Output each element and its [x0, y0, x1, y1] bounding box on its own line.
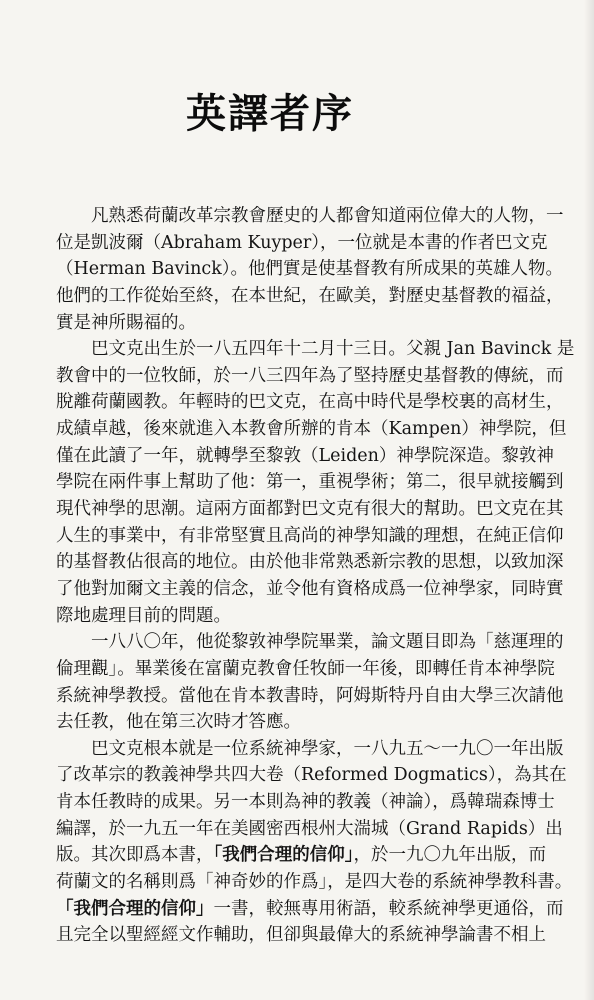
text-segment: 且完全以聖經經文作輔助，但卻與最偉大的系統神學論書不相上 — [56, 925, 546, 946]
text-segment: 去任教，他在第三次時才答應。 — [56, 712, 301, 733]
text-segment: 系統神學教授。當他在肯本教書時，阿姆斯特丹自由大學三次請他 — [56, 685, 564, 706]
page-edge-shadow — [584, 0, 594, 1000]
text-segment: 倫理觀」。畢業後在富蘭克教會任牧師一年後，即轉任肯本神學院 — [56, 658, 555, 679]
text-line — [56, 736, 564, 763]
text-segment: 凡熟悉荷蘭改革宗教會歷史的人都會知道兩位偉大的人物，一 — [91, 206, 564, 226]
text-line — [56, 656, 555, 683]
text-segment: 脫離荷蘭國教。年輕時的巴文克，在高中時代是學校裏的高材生， — [56, 392, 564, 413]
text-line — [56, 496, 564, 523]
text-segment: 位是凱波爾（Abraham Kuyper），一位就是本書的作者巴文克 — [56, 232, 548, 253]
page-title: 英譯者序 — [186, 91, 354, 137]
text-line — [56, 389, 564, 416]
text-line — [56, 629, 564, 656]
text-line — [56, 549, 564, 576]
text-line — [56, 709, 526, 736]
text-line — [56, 443, 554, 470]
book-title-emphasis: 「我們合理的信仰」 — [213, 845, 354, 866]
text-line — [56, 922, 546, 949]
text-line — [56, 523, 564, 550]
text-line — [56, 603, 526, 630]
book-title-emphasis: 「我們合理的信仰」 — [56, 898, 214, 919]
text-segment: 肯本任教時的成果。另一本則為神的教義（神論），爲韓瑞森博士 — [56, 792, 555, 813]
text-line — [56, 789, 555, 816]
text-line — [56, 230, 548, 257]
text-segment: 成績卓越，後來就進入本教會所辦的肯本（Kampen）神學院，但 — [56, 419, 567, 440]
text-segment: （Herman Bavinck）。他們實是使基督教有所成果的英雄人物。 — [56, 259, 564, 280]
text-segment: 際地處理目前的問題。 — [56, 605, 231, 626]
text-line — [56, 842, 546, 869]
text-line — [56, 310, 526, 337]
text-line — [56, 469, 564, 496]
text-segment: 他們的工作從始至終，在本世紀，在歐美，對歷史基督教的福益， — [56, 285, 564, 306]
text-segment: 學院在兩件事上幫助了他：第一，重視學術；第二，很早就接觸到 — [56, 472, 564, 493]
text-line — [56, 283, 564, 310]
text-line — [56, 762, 567, 789]
text-line — [56, 869, 573, 896]
text-segment: 版。其次即爲本書， — [56, 845, 214, 866]
text-segment: 一八八〇年，他從黎敦神學院畢業，論文題目即為「慈運理的 — [91, 632, 564, 653]
text-line — [56, 203, 564, 230]
text-segment: 編譯，於一九五一年在美國密西根州大湍城（Grand Rapids）出 — [56, 818, 563, 839]
text-segment: 巴文克根本就是一位系統神學家，一八九五～一九〇一年出版 — [91, 738, 564, 759]
text-segment: 實是神所賜福的。 — [56, 312, 196, 333]
text-segment: 荷蘭文的名稱則爲「神奇妙的作爲」，是四大卷的系統神學教科書。 — [56, 872, 573, 893]
text-segment: ，於一九〇九年出版，而 — [353, 845, 546, 866]
text-segment: 的基督教佔很高的地位。由於他非常熟悉新宗教的思想，以致加深 — [56, 552, 564, 573]
text-segment: 人生的事業中，有非常堅實且高尚的神學知識的理想，在純正信仰 — [56, 525, 564, 546]
text-line — [56, 576, 564, 603]
text-line — [56, 336, 575, 363]
text-line — [56, 683, 564, 710]
text-line — [56, 896, 564, 923]
text-segment: 巴文克出生於一八五四年十二月十三日。父親 Jan Bavinck 是 — [91, 339, 575, 360]
text-segment: 了他對加爾文主義的信念，並令他有資格成爲一位神學家，同時實 — [56, 578, 564, 599]
text-line — [56, 816, 563, 843]
text-segment: 僅在此讀了一年，就轉學至黎敦（Leiden）神學院深造。黎敦神 — [56, 445, 554, 466]
text-segment: 一書，較無專用術語，較系統神學更通俗，而 — [213, 898, 564, 919]
text-line — [56, 363, 564, 390]
preface-body — [56, 203, 575, 949]
text-line — [56, 256, 564, 283]
text-segment: 了改革宗的教義神學共四大卷（Reformed Dogmatics），為其在 — [56, 765, 567, 786]
text-segment: 教會中的一位牧師，於一八三四年為了堅持歷史基督教的傳統，而 — [56, 365, 564, 386]
text-segment: 現代神學的思潮。這兩方面都對巴文克有很大的幫助。巴文克在其 — [56, 499, 564, 520]
text-line — [56, 416, 567, 443]
